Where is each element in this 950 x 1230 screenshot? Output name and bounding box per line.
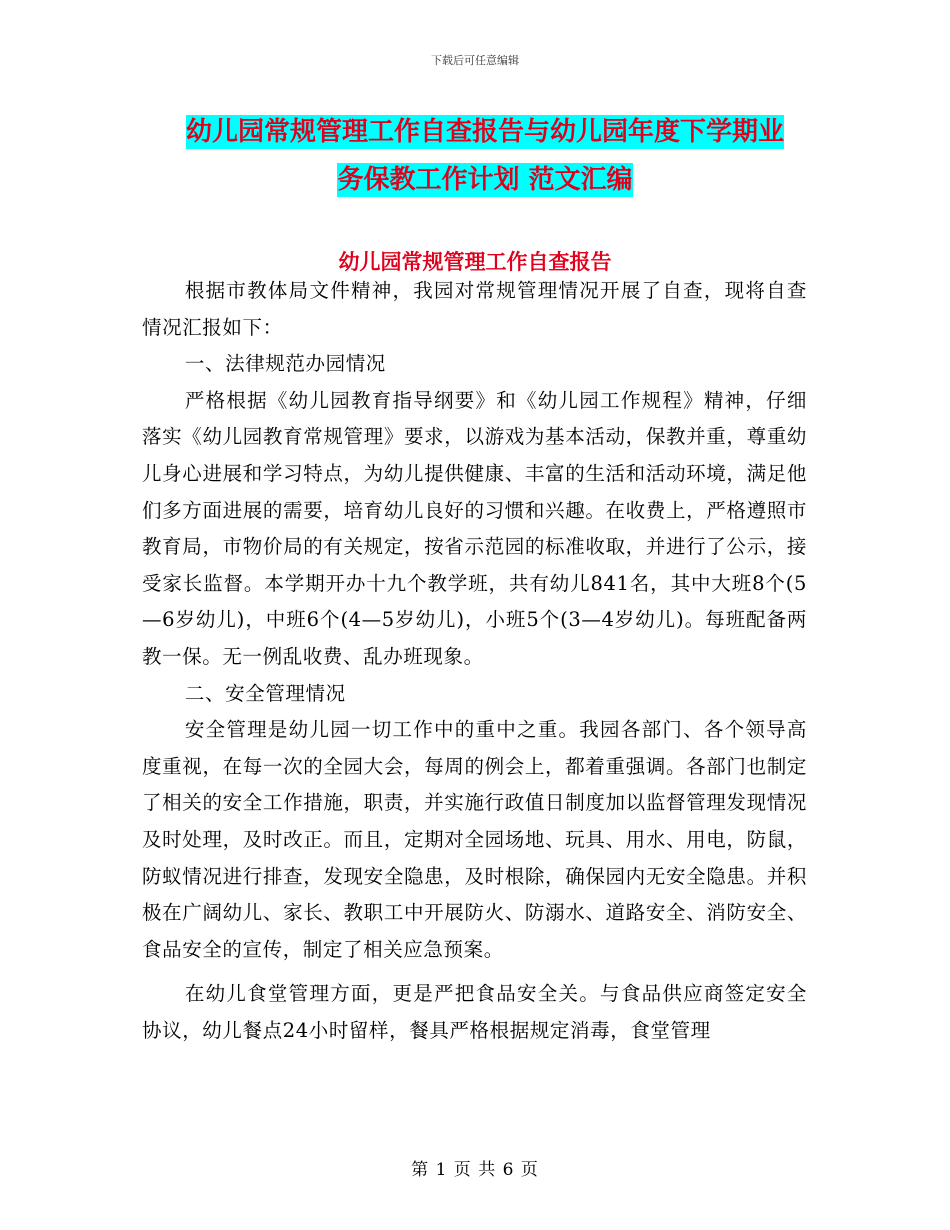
paragraph-safety-management: 安全管理是幼儿园一切工作中的重中之重。我园各部门、各个领导高度重视，在每一次的全园大会，每周的例会上，都着重强调。各部门也制定了相关的安全工作措施，职责，并实施行政值日制度加以监督管理发现情况及时处理，及时改正。而且，定期对全园场地、玩具、用水、用电，防鼠，防蚁情况进行排查，发现安全隐患，及时根除，确保园内无安全隐患。并积极在广阔幼儿、家长、教职工中开展防火、防溺水、道路安全、消防安全、食品安全的宣传，制定了相关应急预案。 bbox=[142, 718, 807, 961]
title-line-2: 务保教工作计划 范文汇编 bbox=[337, 165, 633, 195]
heading-legal-operation: 一、法律规范办园情况 bbox=[184, 352, 386, 376]
paragraph-legal-operation: 严格根据《幼儿园教育指导纲要》和《幼儿园工作规程》精神，仔细落实《幼儿园教育常规管理》要求，以游戏为基本活动，保教并重，尊重幼儿身心进展和学习特点，为幼儿提供健康、丰富的生活和活动环境，满足他们多方面进展的需要，培育幼儿良好的习惯和兴趣。在收费上，严格遵照市教育局，市物价局的有关规定，按省示范园的标准收取，并进行了公示，接受家长监督。本学期开办十九个教学班，共有幼儿841名，其中大班8个(5—6岁幼儿)，中班6个(4—5岁幼儿)，小班5个(3—4岁幼儿)。每班配备两教一保。无一例乱收费、乱办班现象。 bbox=[142, 388, 807, 668]
paragraph-intro: 根据市教体局文件精神，我园对常规管理情况开展了自查，现将自查情况汇报如下： bbox=[142, 279, 807, 339]
title-line-1: 幼儿园常规管理工作自查报告与幼儿园年度下学期业 bbox=[185, 117, 784, 147]
document-body bbox=[142, 273, 807, 1049]
section-title: 幼儿园常规管理工作自查报告 bbox=[338, 250, 612, 274]
header-note: 下载后可任意编辑 bbox=[431, 54, 519, 67]
page-footer: 第 1 页 共 6 页 bbox=[411, 1160, 539, 1180]
document-title bbox=[140, 108, 830, 204]
heading-safety-management: 二、安全管理情况 bbox=[184, 681, 346, 705]
paragraph-canteen-management: 在幼儿食堂管理方面，更是严把食品安全关。与食品供应商签定安全协议，幼儿餐点24小时留样，餐具严格根据规定消毒，食堂管理 bbox=[142, 982, 807, 1042]
